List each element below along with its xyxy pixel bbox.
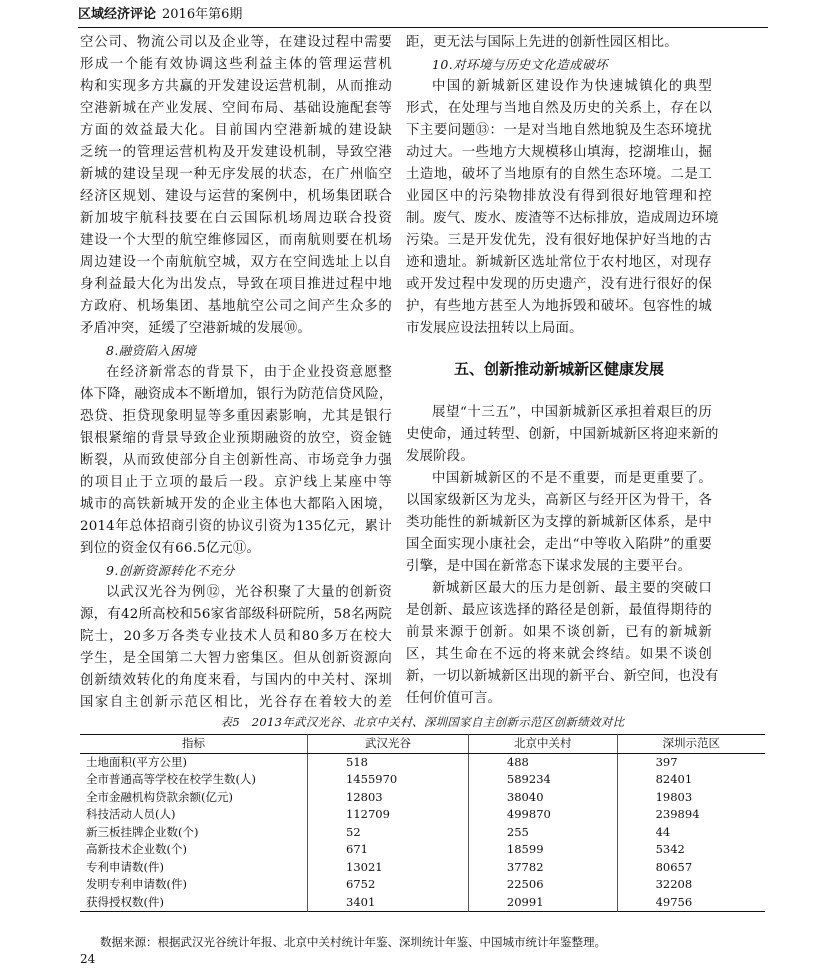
table-metric-cell: 专利申请数(件) (86, 859, 164, 874)
table-value-cell: 20991 (468, 894, 617, 912)
table-value-cell: 18599 (468, 841, 617, 859)
text-line: 的项目止于立项的最后一段。京沪线上某座中等 (80, 475, 392, 490)
text-line: 新城新区最大的压力是创新、最主要的突破口 (432, 581, 712, 596)
text-line: 矛盾冲突，延缓了空港新城的发展⑩。 (80, 321, 312, 336)
journal-header (78, 4, 768, 26)
table-value-cell: 38040 (468, 789, 617, 807)
right-column (406, 32, 719, 710)
table-value-cell: 49756 (617, 894, 765, 912)
paragraph-airport-city (80, 32, 392, 340)
section-title-5: 五、创新推动新城新区健康发展 (453, 360, 664, 378)
text-line: 乏统一的管理运营机构及开发建设机制，导致空港 (80, 145, 392, 160)
subheading-financing: 8.融资陷入困境 (106, 343, 197, 358)
table-row (80, 771, 765, 789)
table-metric-cell: 全市金融机构贷款余额(亿元) (86, 789, 233, 804)
text-line: 国家自主创新示范区相比，光谷存在着较大的差 (80, 695, 392, 710)
text-line: 城市的高铁新城开发的企业主体也大都陷入困境， (80, 497, 392, 512)
paragraph-outlook (406, 402, 719, 468)
table-value-cell: 589234 (468, 771, 617, 789)
text-line: 动过大。一些地方大规模移山填海，挖湖堆山，掘 (406, 145, 712, 160)
table-value-cell: 112709 (308, 806, 469, 824)
text-line: 新，一切以新城新区出现的新平台、新空间，也没有 (406, 669, 719, 684)
text-line: 空公司、物流公司以及企业等，在建设过程中需要 (80, 35, 392, 50)
table-value-cell: 19803 (617, 789, 765, 807)
text-line: 发展阶段。 (406, 449, 474, 464)
table-header-cell: 北京中关村 (468, 735, 617, 754)
journal-title: 区域经济评论 (78, 7, 157, 22)
table-row (80, 824, 765, 842)
table-row (80, 841, 765, 859)
text-line: 制。废气、废水、废渣等不达标排放，造成周边环境 (406, 211, 719, 226)
paragraph-importance (406, 468, 712, 578)
page-number: 24 (80, 952, 96, 966)
text-line: 身利益最大化为出发点，导致在项目推进过程中地 (80, 277, 392, 292)
text-line: 新加坡宇航科技要在白云国际机场周边联合投资 (80, 211, 392, 226)
text-line: 方政府、机场集团、基地航空公司之间产生众多的 (80, 299, 392, 314)
text-line: 到位的资金仅有66.5亿元⑪。 (80, 541, 261, 556)
text-line: 市发展应设法扭转以上局面。 (406, 321, 583, 336)
text-line: 形成一个能有效协调这些利益主体的管理运营机 (80, 57, 392, 72)
table-header-cell: 深圳示范区 (617, 735, 765, 754)
left-column (80, 32, 392, 714)
table-value-cell: 1455970 (308, 771, 469, 789)
table-header-cell: 指标 (80, 735, 308, 754)
text-line: 迹和遗址。新城新区选址常位于农村地区，对现存 (406, 255, 712, 270)
table-row (80, 789, 765, 807)
table-value-cell: 6752 (308, 876, 469, 894)
table-header-row (80, 735, 765, 754)
table-value-cell: 82401 (617, 771, 765, 789)
text-line: 任何价值可言。 (406, 691, 502, 706)
comparison-table (80, 734, 765, 912)
journal-issue: 2016年第6期 (162, 7, 243, 22)
table-row (80, 859, 765, 877)
table-body (80, 753, 765, 912)
text-line: 新城的建设呈现一种无序发展的状态，在广州临空 (80, 167, 392, 182)
table-metric-cell: 新三板挂牌企业数(个) (86, 824, 199, 839)
text-line: 或开发过程中发现的历史遗产，没有进行很好的保 (406, 277, 712, 292)
paragraph-innovation-pressure (406, 578, 719, 710)
subheading-environment: 10.对环境与历史文化造成破坏 (432, 57, 608, 72)
text-line: 体下降，融资成本不断增加，银行为防范信贷风险， (80, 387, 393, 402)
text-line: 建设一个大型的航空维修园区，而南航则要在机场 (80, 233, 392, 248)
table-metric-cell: 科技活动人员(人) (86, 807, 176, 821)
text-line: 形式，在处理与当地自然及历史的关系上，存在以 (406, 101, 712, 116)
text-line: 国全面实现小康社会，走出“中等收入陷阱”的重要 (406, 537, 712, 552)
text-line: 方面的效益最大化。目前国内空港新城的建设缺 (80, 123, 392, 138)
paragraph-innovation (80, 582, 392, 714)
table-metric-cell: 发明专利申请数(件) (86, 877, 187, 891)
table-value-cell: 671 (308, 841, 469, 859)
text-line: 下主要问题⑬：一是对当地自然地貌及生态环境扰 (406, 123, 712, 138)
paragraph-financing (80, 362, 392, 560)
text-line: 中国的新城新区建设作为快速城镇化的典型 (432, 79, 712, 94)
text-line: 创新绩效转化的角度来看，与国内的中关村、深圳 (80, 673, 392, 688)
table-value-cell: 32208 (617, 876, 765, 894)
table-value-cell: 13021 (308, 859, 469, 877)
table-value-cell: 37782 (468, 859, 617, 877)
text-line: 护，有些地方甚至人为地拆毁和破坏。包容性的城 (406, 299, 712, 314)
text-line: 断裂，从而致使部分自主创新性高、市场竞争力强 (80, 453, 392, 468)
text-line: 引擎，是中国在新常态下谋求发展的主要平台。 (406, 559, 692, 574)
subheading-innovation: 9.创新资源转化不充分 (106, 563, 235, 578)
text-line: 污染。三是开发优先，没有很好地保护好当地的古 (406, 233, 712, 248)
table-value-cell: 239894 (617, 806, 765, 824)
table-metric-cell: 获得授权数(件) (86, 894, 164, 909)
text-line: 展望“十三五”，中国新城新区承担着艰巨的历 (432, 405, 712, 420)
table-metric-cell: 高新技术企业数(个) (86, 842, 187, 856)
text-line: 是创新、最应该选择的路径是创新，最值得期待的 (406, 603, 712, 618)
text-line: 史使命，通过转型、创新，中国新城新区将迎来新的 (406, 427, 719, 442)
text-line: 学生，是全国第二大智力密集区。但从创新资源向 (80, 651, 392, 666)
table-value-cell: 44 (617, 824, 765, 842)
text-line: 周边建设一个南航航空城，双方在空间选址上以自 (80, 255, 392, 270)
text-line: 前景来源于创新。如果不谈创新，已有的新城新 (406, 625, 712, 640)
table-value-cell: 12803 (308, 789, 469, 807)
table-value-cell: 52 (308, 824, 469, 842)
table-header-cell: 武汉光谷 (308, 735, 469, 754)
table-value-cell: 255 (468, 824, 617, 842)
text-line: 空港新城在产业发展、空间布局、基础设施配套等 (80, 101, 392, 116)
table-row (80, 753, 765, 771)
table-value-cell: 518 (308, 753, 469, 771)
text-line: 以国家级新区为龙头，高新区与经开区为骨干，各 (406, 493, 712, 508)
table-metric-cell: 土地面积(平方公里) (86, 754, 187, 769)
table-row (80, 876, 765, 894)
table-source-note: 数据来源：根据武汉光谷统计年报、北京中关村统计年鉴、深圳统计年鉴、中国城市统计年鉴整理。 (100, 935, 606, 949)
table-value-cell: 22506 (468, 876, 617, 894)
text-line: 土造地，破坏了当地原有的自然生态环境。二是工 (406, 167, 712, 182)
table-value-cell: 397 (617, 753, 765, 771)
table-value-cell: 499870 (468, 806, 617, 824)
table-value-cell: 5342 (617, 841, 765, 859)
paragraph-continuation (406, 32, 712, 54)
text-line: 银根紧缩的背景导致企业预期融资的放空，资金链 (80, 431, 392, 446)
table-metric-cell: 全市普通高等学校在校学生数(人) (86, 772, 256, 786)
header-rule (78, 27, 768, 28)
text-line: 源，有42所高校和56家省部级科研院所，58名两院 (80, 607, 392, 622)
text-line: 在经济新常态的背景下，由于企业投资意愿整 (106, 365, 392, 380)
text-line: 中国新城新区的不是不重要，而是更重要了。 (432, 471, 712, 486)
text-line: 经济区规划、建设与运营的案例中，机场集团联合 (80, 189, 392, 204)
paragraph-environment (406, 76, 719, 340)
text-line: 类功能性的新城新区为支撑的新城新区体系，是中 (406, 515, 712, 530)
table-row (80, 806, 765, 824)
text-line: 构和实现多方共赢的开发建设运营机制，从而推动 (80, 79, 392, 94)
text-line: 区，其生命在不远的将来就会终结。如果不谈创 (406, 647, 712, 662)
table-caption: 表5 2013年武汉光谷、北京中关村、深圳国家自主创新示范区创新绩效对比 (220, 715, 625, 729)
text-line: 业园区中的污染物排放没有得到很好地管理和控 (406, 189, 712, 204)
text-line: 以武汉光谷为例⑫，光谷积聚了大量的创新资 (106, 585, 392, 600)
table-value-cell: 488 (468, 753, 617, 771)
text-line: 距，更无法与国际上先进的创新性园区相比。 (406, 35, 678, 50)
table-row (80, 894, 765, 912)
table-value-cell: 3401 (308, 894, 469, 912)
text-line: 2014年总体招商引资的协议引资为135亿元，累计 (80, 519, 392, 534)
table-value-cell: 80657 (617, 859, 765, 877)
text-line: 院士，20多万各类专业技术人员和80多万在校大 (80, 629, 392, 644)
text-line: 恐贷、拒贷现象明显等多重因素影响，尤其是银行 (80, 409, 392, 424)
